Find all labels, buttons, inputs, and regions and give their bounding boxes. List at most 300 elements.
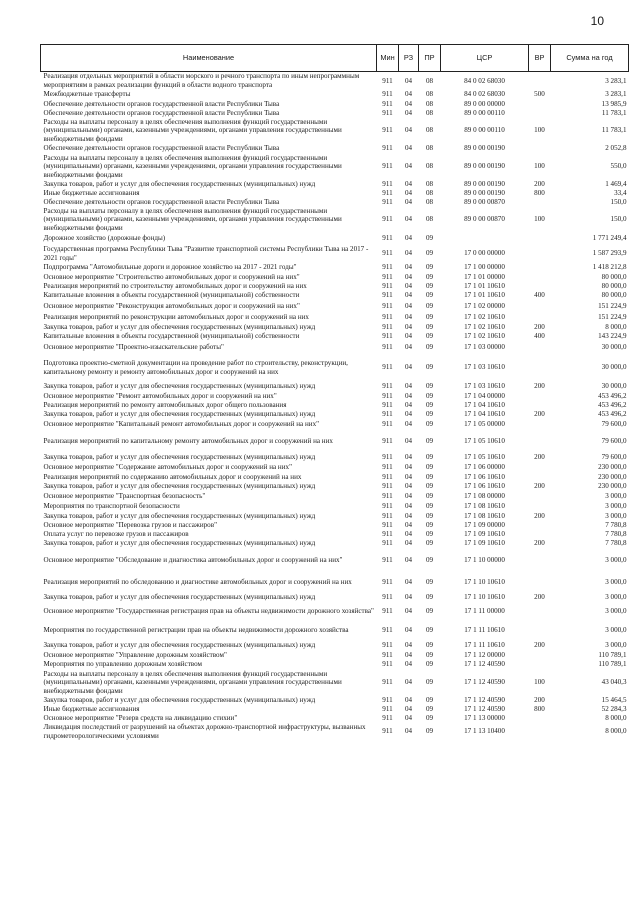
- row-pr: 09: [425, 556, 434, 565]
- row-name: Ликвидация последствий от разрушений на объектах дорожно-транспортной инфраструктуры, вызванных гидрометеорологическими условиями: [43, 723, 366, 740]
- row-min: 911: [382, 492, 393, 501]
- row-pr: 09: [425, 234, 434, 243]
- row-csr: 17 1 12 40590: [464, 678, 505, 687]
- row-min: 911: [382, 472, 393, 481]
- row-sum: 3 000,0: [605, 511, 627, 520]
- row-min: 911: [382, 727, 393, 736]
- row-name: Оплата услуг по перевозке грузов и пассажиров: [43, 529, 189, 538]
- row-sum: 8 000,0: [605, 322, 627, 331]
- row-rz: 04: [404, 382, 413, 391]
- row-csr: 17 1 13 00000: [464, 713, 505, 722]
- row-csr: 84 0 02 68030: [464, 76, 505, 85]
- table-row: [41, 180, 629, 189]
- row-name: Основное мероприятие "Резерв средств на ликвидацию стихии": [43, 713, 238, 722]
- row-sum: 151 224,9: [598, 313, 627, 322]
- row-csr: 17 1 08 10610: [464, 502, 505, 511]
- row-rz: 04: [404, 607, 413, 616]
- row-name: Обеспечение деятельности органов государственной власти Республики Тыва: [43, 108, 280, 117]
- row-pr: 08: [425, 144, 434, 153]
- table-row: [41, 651, 629, 660]
- row-vr: [529, 502, 551, 512]
- row-pr: 09: [425, 322, 434, 331]
- row-sum: 151 224,9: [598, 302, 627, 311]
- row-pr: 08: [425, 179, 434, 188]
- row-min: 911: [382, 511, 393, 520]
- row-vr: [529, 463, 551, 473]
- row-vr: [529, 723, 551, 741]
- row-csr: 17 1 12 00000: [464, 650, 505, 659]
- row-vr: [529, 233, 551, 245]
- row-vr: 200: [534, 382, 545, 391]
- row-rz: 04: [404, 108, 413, 117]
- row-name: Закупка товаров, работ и услуг для обеспечения государственных (муниципальных) нужд: [43, 695, 316, 704]
- row-min: 911: [382, 144, 393, 153]
- row-vr: 400: [534, 291, 545, 300]
- row-min: 911: [382, 162, 393, 171]
- row-rz: 04: [404, 713, 413, 722]
- row-min: 911: [382, 641, 393, 650]
- row-sum: 30 000,0: [601, 343, 627, 352]
- row-min: 911: [382, 263, 393, 272]
- row-pr: 09: [425, 695, 434, 704]
- row-min: 911: [382, 453, 393, 462]
- row-csr: 17 1 04 00000: [464, 391, 505, 400]
- table-row: [41, 463, 629, 473]
- row-csr: 17 1 04 10610: [464, 409, 505, 418]
- row-rz: 04: [404, 511, 413, 520]
- row-rz: 04: [404, 529, 413, 538]
- row-csr: 89 0 00 00110: [464, 126, 505, 135]
- row-sum: 550,0: [610, 162, 627, 171]
- row-pr: 09: [425, 727, 434, 736]
- row-vr: 200: [534, 641, 545, 650]
- row-csr: 17 1 11 00000: [464, 607, 505, 616]
- row-csr: 17 1 06 10610: [464, 472, 505, 481]
- row-rz: 04: [404, 539, 413, 548]
- row-vr: [529, 273, 551, 282]
- row-csr: 17 1 02 10610: [464, 332, 505, 341]
- row-csr: 17 1 11 10610: [464, 626, 505, 635]
- row-min: 911: [382, 420, 393, 429]
- row-csr: 17 1 02 10610: [464, 313, 505, 322]
- row-csr: 89 0 00 00190: [464, 144, 505, 153]
- row-vr: [529, 72, 551, 90]
- row-name: Закупка товаров, работ и услуг для обеспечения государственных (муниципальных) нужд: [43, 179, 316, 188]
- row-csr: 17 1 10 10610: [464, 578, 505, 587]
- row-sum: 3 000,0: [605, 641, 627, 650]
- row-sum: 143 224,9: [598, 332, 627, 341]
- row-rz: 04: [404, 453, 413, 462]
- row-vr: [529, 651, 551, 660]
- row-pr: 09: [425, 281, 434, 290]
- table-row: [41, 670, 629, 696]
- row-csr: 17 1 09 10610: [464, 539, 505, 548]
- row-name: Реализация мероприятий по ремонту автомобильных дорог общего пользования: [43, 400, 287, 409]
- row-vr: [529, 714, 551, 723]
- row-min: 911: [382, 704, 393, 713]
- row-vr: [529, 492, 551, 502]
- row-rz: 04: [404, 90, 413, 99]
- row-vr: 200: [534, 322, 545, 331]
- row-name: Обеспечение деятельности органов государственной власти Республики Тыва: [43, 197, 280, 206]
- row-pr: 09: [425, 511, 434, 520]
- row-sum: 150,0: [610, 197, 627, 206]
- row-sum: 1 771 249,4: [592, 234, 627, 243]
- row-vr: [529, 282, 551, 291]
- row-vr: [529, 354, 551, 382]
- row-name: Закупка товаров, работ и услуг для обеспечения государственных (муниципальных) нужд: [43, 382, 316, 391]
- row-name: Расходы на выплаты персоналу в целях обеспечения выполнения функций государственными (муниципальными) органами, казенными учреждениями, органами управления государственными внебюджетными фондами: [43, 207, 342, 232]
- row-min: 911: [382, 382, 393, 391]
- row-min: 911: [382, 593, 393, 602]
- row-csr: 17 1 04 10610: [464, 400, 505, 409]
- row-min: 911: [382, 482, 393, 491]
- row-vr: [529, 573, 551, 593]
- table-row: [41, 342, 629, 354]
- table-row: [41, 100, 629, 109]
- table-row: [41, 530, 629, 539]
- row-min: 911: [382, 332, 393, 341]
- row-pr: 08: [425, 162, 434, 171]
- table-row: [41, 144, 629, 154]
- row-vr: 200: [534, 453, 545, 462]
- row-sum: 2 052,8: [605, 144, 627, 153]
- row-vr: 100: [534, 126, 545, 135]
- table-row: [41, 410, 629, 419]
- row-csr: 17 1 10 10610: [464, 593, 505, 602]
- row-min: 911: [382, 313, 393, 322]
- row-sum: 79 600,0: [601, 453, 627, 462]
- row-name: Реализация мероприятий по реконструкции автомобильных дорог и сооружений на них: [43, 313, 309, 322]
- row-min: 911: [382, 713, 393, 722]
- row-name: Реализация отдельных мероприятий в области морского и речного транспорта по иным непрограммным мероприятиям в рамках реализации функций в области водного транспорта: [43, 72, 360, 89]
- row-pr: 08: [425, 90, 434, 99]
- row-csr: 89 0 00 00000: [464, 99, 505, 108]
- row-sum: 15 464,5: [601, 695, 627, 704]
- row-csr: 89 0 00 00190: [464, 179, 505, 188]
- row-vr: [529, 342, 551, 354]
- row-rz: 04: [404, 463, 413, 472]
- row-name: Реализация мероприятий по капитальному ремонту автомобильных дорог и сооружений на них: [43, 437, 333, 446]
- table-row: [41, 512, 629, 521]
- row-pr: 09: [425, 272, 434, 281]
- row-pr: 09: [425, 472, 434, 481]
- row-csr: 17 1 03 10610: [464, 363, 505, 372]
- row-pr: 09: [425, 539, 434, 548]
- row-min: 911: [382, 302, 393, 311]
- row-min: 911: [382, 529, 393, 538]
- row-rz: 04: [404, 650, 413, 659]
- row-rz: 04: [404, 162, 413, 171]
- row-name: Реализация мероприятий по содержанию автомобильных дорог и сооружений на них: [43, 472, 302, 481]
- row-vr: [529, 621, 551, 641]
- row-sum: 11 783,1: [601, 126, 627, 135]
- row-sum: 80 000,0: [601, 291, 627, 300]
- row-min: 911: [382, 291, 393, 300]
- row-vr: 500: [534, 90, 545, 99]
- row-pr: 09: [425, 409, 434, 418]
- row-rz: 04: [404, 626, 413, 635]
- header-sum: Сумма на год: [551, 45, 629, 72]
- row-rz: 04: [404, 144, 413, 153]
- row-vr: [529, 473, 551, 482]
- row-min: 911: [382, 197, 393, 206]
- row-rz: 04: [404, 197, 413, 206]
- row-vr: 200: [534, 511, 545, 520]
- row-name: Основное мероприятие "Управление дорожным хозяйством": [43, 650, 227, 659]
- row-min: 911: [382, 607, 393, 616]
- row-vr: [529, 263, 551, 273]
- row-pr: 08: [425, 215, 434, 224]
- row-min: 911: [382, 556, 393, 565]
- row-vr: 200: [534, 593, 545, 602]
- header-csr: ЦСР: [441, 45, 529, 72]
- row-rz: 04: [404, 556, 413, 565]
- row-pr: 09: [425, 529, 434, 538]
- row-pr: 09: [425, 713, 434, 722]
- row-rz: 04: [404, 409, 413, 418]
- row-vr: [529, 301, 551, 313]
- row-vr: 800: [534, 704, 545, 713]
- row-min: 911: [382, 108, 393, 117]
- row-rz: 04: [404, 215, 413, 224]
- table-row: [41, 301, 629, 313]
- row-min: 911: [382, 76, 393, 85]
- row-vr: [529, 245, 551, 263]
- table-row: [41, 189, 629, 198]
- row-sum: 3 000,0: [605, 593, 627, 602]
- row-vr: [529, 313, 551, 323]
- row-min: 911: [382, 188, 393, 197]
- row-csr: 17 1 10 00000: [464, 556, 505, 565]
- row-vr: 200: [534, 179, 545, 188]
- table-row: [41, 282, 629, 291]
- row-csr: 17 0 00 00000: [464, 249, 505, 258]
- row-pr: 09: [425, 343, 434, 352]
- table-row: [41, 473, 629, 482]
- row-name: Капитальные вложения в объекты государственной (муниципальной) собственности: [43, 332, 300, 341]
- row-sum: 453 496,2: [598, 391, 627, 400]
- row-csr: 17 1 01 00000: [464, 272, 505, 281]
- row-sum: 79 600,0: [601, 437, 627, 446]
- row-csr: 17 1 09 10610: [464, 529, 505, 538]
- row-vr: [529, 392, 551, 401]
- row-name: Закупка товаров, работ и услуг для обеспечения государственных (муниципальных) нужд: [43, 593, 316, 602]
- row-csr: 17 1 06 00000: [464, 463, 505, 472]
- row-min: 911: [382, 409, 393, 418]
- row-csr: 17 1 02 00000: [464, 302, 505, 311]
- table-row: [41, 492, 629, 502]
- row-min: 911: [382, 322, 393, 331]
- row-vr: [529, 549, 551, 573]
- row-min: 911: [382, 463, 393, 472]
- row-min: 911: [382, 578, 393, 587]
- row-vr: 400: [534, 332, 545, 341]
- row-name: Основное мероприятие "Строительство автомобильных дорог и сооружений на них": [43, 272, 300, 281]
- row-min: 911: [382, 126, 393, 135]
- row-sum: 80 000,0: [601, 272, 627, 281]
- row-csr: 89 0 00 00190: [464, 188, 505, 197]
- row-min: 911: [382, 391, 393, 400]
- table-row: [41, 118, 629, 144]
- row-rz: 04: [404, 502, 413, 511]
- row-rz: 04: [404, 126, 413, 135]
- table-row: [41, 549, 629, 573]
- header-name: Наименование: [41, 45, 377, 72]
- row-pr: 09: [425, 453, 434, 462]
- row-name: Закупка товаров, работ и услуг для обеспечения государственных (муниципальных) нужд: [43, 641, 316, 650]
- row-csr: 17 1 05 10610: [464, 437, 505, 446]
- row-pr: 09: [425, 607, 434, 616]
- row-csr: 17 1 13 10400: [464, 727, 505, 736]
- row-pr: 09: [425, 578, 434, 587]
- table-row: [41, 482, 629, 492]
- row-name: Иные бюджетные ассигнования: [43, 704, 140, 713]
- row-min: 911: [382, 272, 393, 281]
- row-sum: 230 000,0: [598, 472, 627, 481]
- row-name: Закупка товаров, работ и услуг для обеспечения государственных (муниципальных) нужд: [43, 453, 316, 462]
- table-row: [41, 392, 629, 401]
- row-pr: 09: [425, 626, 434, 635]
- row-pr: 09: [425, 463, 434, 472]
- row-pr: 09: [425, 520, 434, 529]
- row-rz: 04: [404, 322, 413, 331]
- table-row: [41, 419, 629, 431]
- table-row: [41, 660, 629, 670]
- row-pr: 09: [425, 313, 434, 322]
- row-sum: 7 780,8: [605, 529, 627, 538]
- row-sum: 52 284,3: [601, 704, 627, 713]
- row-rz: 04: [404, 520, 413, 529]
- row-vr: 100: [534, 215, 545, 224]
- row-name: Закупка товаров, работ и услуг для обеспечения государственных (муниципальных) нужд: [43, 409, 316, 418]
- row-name: Государственная программа Республики Тыва "Развитие транспортной системы Республики Тыва на 2017 - 2021 годы": [43, 245, 369, 262]
- row-sum: 1 469,4: [605, 179, 627, 188]
- row-pr: 09: [425, 437, 434, 446]
- row-rz: 04: [404, 420, 413, 429]
- row-min: 911: [382, 650, 393, 659]
- row-pr: 09: [425, 704, 434, 713]
- row-name: Основное мероприятие "Государственная регистрация прав на объекты недвижимости дорожного хозяйства": [43, 607, 374, 616]
- table-row: [41, 154, 629, 180]
- row-pr: 08: [425, 188, 434, 197]
- row-name: Расходы на выплаты персоналу в целях обеспечения выполнения функций государственными (муниципальными) органами, казенными учреждениями, органами управления государственными внебюджетными фондами: [43, 154, 342, 179]
- row-vr: 200: [534, 482, 545, 491]
- row-min: 911: [382, 90, 393, 99]
- row-pr: 09: [425, 482, 434, 491]
- table-row: [41, 323, 629, 332]
- table-row: [41, 90, 629, 100]
- row-min: 911: [382, 215, 393, 224]
- table-row: [41, 502, 629, 512]
- row-name: Закупка товаров, работ и услуг для обеспечения государственных (муниципальных) нужд: [43, 482, 316, 491]
- row-rz: 04: [404, 578, 413, 587]
- table-row: [41, 245, 629, 263]
- row-sum: 3 000,0: [605, 492, 627, 501]
- row-sum: 3 283,1: [605, 76, 627, 85]
- row-rz: 04: [404, 641, 413, 650]
- row-name: Реализация мероприятий по строительству автомобильных дорог и сооружений на них: [43, 281, 307, 290]
- row-pr: 09: [425, 593, 434, 602]
- page-number: 10: [590, 14, 604, 28]
- table-row: [41, 705, 629, 714]
- row-name: Обеспечение деятельности органов государственной власти Республики Тыва: [43, 144, 280, 153]
- row-rz: 04: [404, 313, 413, 322]
- row-name: Основное мероприятие "Капитальный ремонт автомобильных дорог и сооружений на них": [43, 420, 320, 429]
- row-vr: 200: [534, 695, 545, 704]
- row-csr: 17 1 03 00000: [464, 343, 505, 352]
- row-name: Основное мероприятие "Ремонт автомобильных дорог и сооружений на них": [43, 391, 277, 400]
- row-name: Межбюджетные трансферты: [43, 90, 131, 99]
- row-pr: 09: [425, 291, 434, 300]
- row-pr: 09: [425, 650, 434, 659]
- row-sum: 230 000,0: [598, 463, 627, 472]
- table-row: [41, 521, 629, 530]
- row-sum: 3 283,1: [605, 90, 627, 99]
- table-row: [41, 621, 629, 641]
- row-pr: 09: [425, 678, 434, 687]
- row-vr: 100: [534, 162, 545, 171]
- row-csr: 17 1 01 10610: [464, 281, 505, 290]
- row-pr: 08: [425, 108, 434, 117]
- table-body: [41, 72, 629, 741]
- row-pr: 09: [425, 263, 434, 272]
- row-rz: 04: [404, 272, 413, 281]
- row-vr: 200: [534, 539, 545, 548]
- row-pr: 09: [425, 391, 434, 400]
- row-min: 911: [382, 520, 393, 529]
- row-min: 911: [382, 249, 393, 258]
- row-csr: [441, 233, 529, 245]
- row-vr: [529, 109, 551, 118]
- row-csr: 17 1 12 40590: [464, 660, 505, 669]
- row-rz: 04: [404, 343, 413, 352]
- row-pr: 09: [425, 363, 434, 372]
- row-rz: 04: [404, 188, 413, 197]
- row-name: Закупка товаров, работ и услуг для обеспечения государственных (муниципальных) нужд: [43, 511, 316, 520]
- row-name: Подготовка проектно-сметной документации на проведение работ по строительству, реконструкции, капитальному ремонту и ремонту автомобильных дорог и сооружений на них: [43, 359, 348, 376]
- row-name: Основное мероприятие "Перевозка грузов и пассажиров": [43, 520, 217, 529]
- table-row: [41, 273, 629, 282]
- table-row: [41, 263, 629, 273]
- row-min: 911: [382, 281, 393, 290]
- header-rz: РЗ: [399, 45, 419, 72]
- table-row: [41, 233, 629, 245]
- row-name: Основное мероприятие "Содержание автомобильных дорог и сооружений на них": [43, 463, 292, 472]
- row-name: Капитальные вложения в объекты государственной (муниципальной) собственности: [43, 291, 300, 300]
- row-vr: [529, 401, 551, 410]
- row-sum: 453 496,2: [598, 409, 627, 418]
- row-name: Основное мероприятие "Проектно-изыскательские работы": [43, 343, 224, 352]
- row-name: Закупка товаров, работ и услуг для обеспечения государственных (муниципальных) нужд: [43, 322, 316, 331]
- row-vr: [529, 144, 551, 154]
- row-rz: 04: [404, 99, 413, 108]
- row-vr: 100: [534, 678, 545, 687]
- row-sum: 3 000,0: [605, 626, 627, 635]
- row-sum: 1 587 293,9: [592, 249, 627, 258]
- row-csr: 17 1 11 10610: [464, 641, 505, 650]
- row-sum: 8 000,0: [605, 727, 627, 736]
- row-pr: 09: [425, 332, 434, 341]
- row-rz: 04: [404, 660, 413, 669]
- row-name: Мероприятия по транспортной безопасности: [43, 502, 180, 511]
- header-vr: ВР: [529, 45, 551, 72]
- table-row: [41, 696, 629, 705]
- budget-table: [40, 44, 629, 741]
- row-pr: 09: [425, 502, 434, 511]
- row-csr: 17 1 09 00000: [464, 520, 505, 529]
- row-rz: 04: [404, 437, 413, 446]
